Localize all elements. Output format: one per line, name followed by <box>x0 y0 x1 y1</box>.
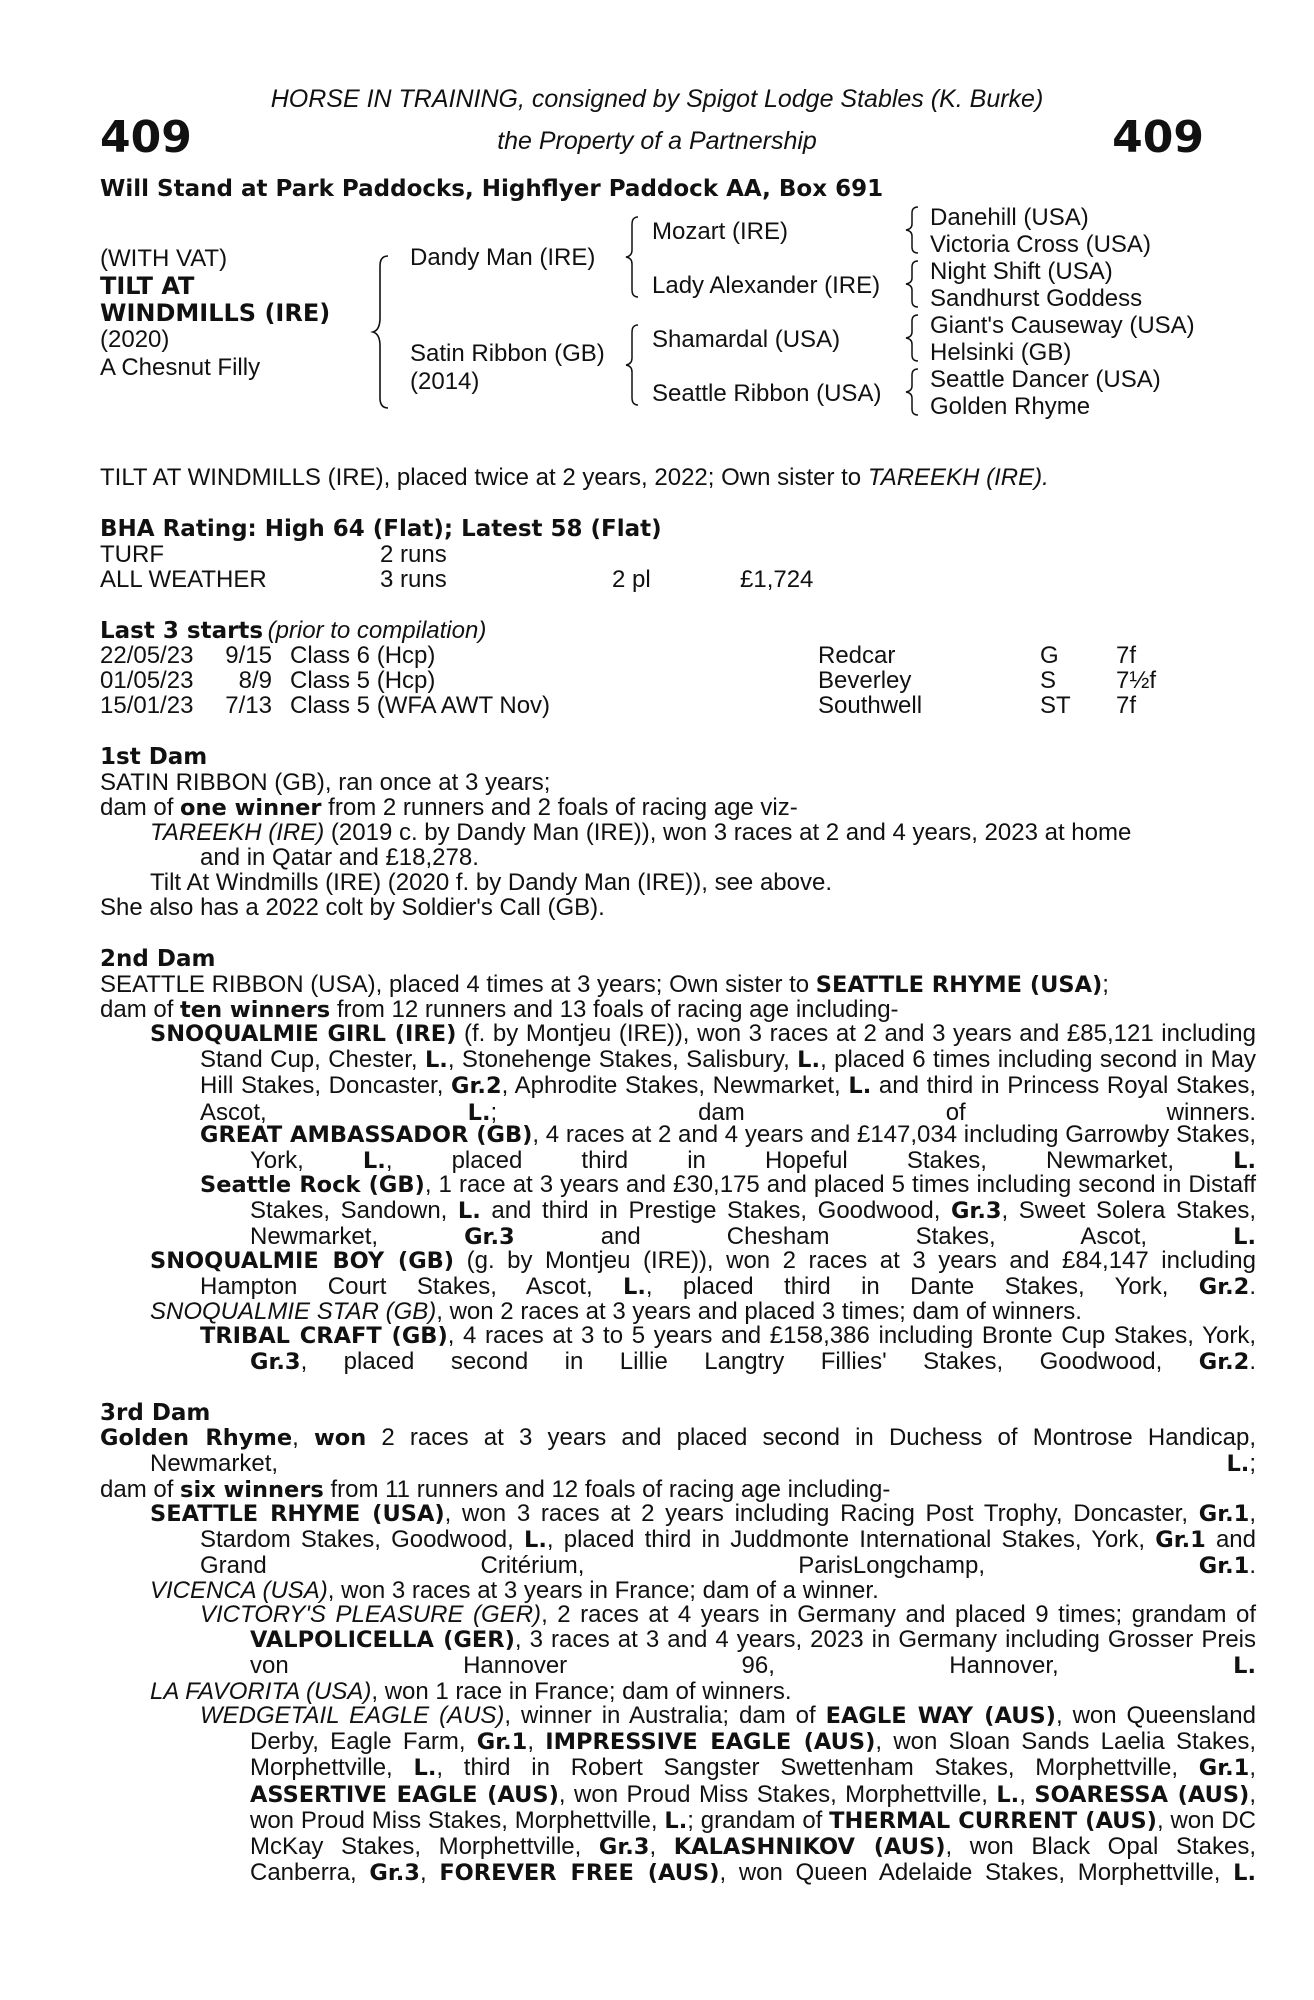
start-3-course: Southwell <box>818 692 923 719</box>
rating-aw-surface: ALL WEATHER <box>100 566 267 593</box>
gen3-5: Giant's Causeway (USA) <box>930 312 1195 339</box>
entry-seattle-rock: Seattle Rock (GB), 1 race at 3 years and £30,175 and placed 5 times including second in Distaff Stakes, Sandown, L. and third in Prestige Stakes, Goodwood, Gr.3, Sweet Solera Stakes, Newmarket, Gr.3 and Chesham Stakes, Ascot, L. <box>200 1171 1256 1251</box>
start-3-dist: 7f <box>1116 692 1137 719</box>
start-2-going: S <box>1040 667 1057 694</box>
property-line: the Property of a Partnership <box>497 127 817 155</box>
gen3-brace-2 <box>902 258 924 310</box>
dam: Satin Ribbon (GB) <box>410 340 605 367</box>
start-3-pos: 7/13 <box>225 692 272 719</box>
last-starts-heading: Last 3 starts (prior to compilation) <box>100 617 487 644</box>
entry-snoqualmie-boy: SNOQUALMIE BOY (GB) (g. by Montjeu (IRE)), won 2 races at 3 years and £84,147 including Hampton Court Stakes, Ascot, L., placed third in Dante Stakes, York, Gr.2. <box>150 1247 1256 1301</box>
bha-rating: BHA Rating: High 64 (Flat); Latest 58 (Flat) <box>100 516 662 542</box>
pedigree-main-brace <box>370 252 400 412</box>
rating-turf-runs: 2 runs <box>380 541 447 568</box>
horse-name-line2: WINDMILLS (IRE) <box>100 299 331 327</box>
gen3-brace-3 <box>902 312 924 364</box>
second-dam-line1: SEATTLE RIBBON (USA), placed 4 times at 3 years; Own sister to SEATTLE RHYME (USA); <box>100 971 1109 998</box>
entry-victorys-pleasure: VICTORY'S PLEASURE (GER), 2 races at 4 years in Germany and placed 9 times; grandam of VALPOLICELLA (GER), 3 races at 3 and 4 years, 2023 in Germany including Grosser Preis von Hannover 96, Hannover, L. <box>200 1601 1257 1680</box>
gen3-2: Victoria Cross (USA) <box>930 231 1151 258</box>
start-2-dist: 7½f <box>1116 667 1157 694</box>
dam-sire: Shamardal (USA) <box>652 326 841 353</box>
sire-brace <box>622 214 646 300</box>
first-dam-entry-tareekh-cont: and in Qatar and £18,278. <box>200 844 479 871</box>
third-dam-heading: 3rd Dam <box>100 1400 211 1426</box>
start-1-race: Class 6 (Hcp) <box>290 642 436 669</box>
rating-aw-prize: £1,724 <box>740 566 814 593</box>
first-dam-heading: 1st Dam <box>100 744 208 770</box>
consignor-line: HORSE IN TRAINING, consigned by Spigot Lodge Stables (K. Burke) <box>270 85 1044 113</box>
start-3-date: 15/01/23 <box>100 692 194 719</box>
dam-dam: Seattle Ribbon (USA) <box>652 380 882 407</box>
gen3-brace-1 <box>902 204 924 256</box>
third-dam-line2: dam of six winners from 11 runners and 12 foals of racing age including- <box>100 1476 891 1503</box>
start-2-course: Beverley <box>818 667 912 694</box>
start-1-pos: 9/15 <box>225 642 272 669</box>
dam-year: (2014) <box>410 368 480 395</box>
gen3-3: Night Shift (USA) <box>930 258 1113 285</box>
gen3-4: Sandhurst Goddess <box>930 285 1143 312</box>
sire: Dandy Man (IRE) <box>410 244 596 271</box>
entry-la-favorita: LA FAVORITA (USA), won 1 race in France; dam of winners. <box>150 1678 792 1705</box>
first-dam-entry-tareekh: TAREEKH (IRE) (2019 c. by Dandy Man (IRE)), won 3 races at 2 and 4 years, 2023 at home <box>150 819 1132 846</box>
entry-tribal-craft: TRIBAL CRAFT (GB), 4 races at 3 to 5 years and £158,386 including Bronte Cup Stakes, York, Gr.3, placed second in Lillie Langtry Fillies' Stakes, Goodwood, Gr.2. <box>200 1322 1256 1376</box>
first-dam-entry-tilt: Tilt At Windmills (IRE) (2020 f. by Dandy Man (IRE)), see above. <box>150 869 832 896</box>
start-1-going: G <box>1040 642 1059 669</box>
rating-aw-placed: 2 pl <box>612 566 651 593</box>
horse-description: A Chesnut Filly <box>100 354 261 381</box>
start-1-date: 22/05/23 <box>100 642 194 669</box>
entry-wedgetail-eagle: WEDGETAIL EAGLE (AUS), winner in Australia; dam of EAGLE WAY (AUS), won Queensland Derby, Eagle Farm, Gr.1, IMPRESSIVE EAGLE (AUS), won Sloan Sands Laelia Stakes, Morphettville, L., third in Robert Sangster Swettenham Stakes, Morphettville, Gr.1, ASSERTIVE EAGLE (AUS), won Proud Miss Stakes, Morphettville, L., SOARESSA (AUS), won Proud Miss Stakes, Morphettville, L.; grandam of THERMAL CURRENT (AUS), won DC McKay Stakes, Morphettville, Gr.3, KALASHNIKOV (AUS), won Black Opal Stakes, Canberra, Gr.3, FOREVER FREE (AUS), won Queen Adelaide Stakes, Morphettville, L. <box>200 1702 1257 1887</box>
horse-name-line1: TILT AT <box>100 272 195 300</box>
second-dam-line2: dam of ten winners from 12 runners and 13 foals of racing age including- <box>100 996 899 1023</box>
sire-sire: Mozart (IRE) <box>652 218 789 245</box>
rating-aw-runs: 3 runs <box>380 566 447 593</box>
second-dam-heading: 2nd Dam <box>100 946 216 972</box>
first-dam-line1: SATIN RIBBON (GB), ran once at 3 years; <box>100 769 551 796</box>
first-dam-line2: dam of one winner from 2 runners and 2 foals of racing age viz- <box>100 794 798 821</box>
gen3-6: Helsinki (GB) <box>930 339 1072 366</box>
entry-snoqualmie-girl: SNOQUALMIE GIRL (IRE) (f. by Montjeu (IRE)), won 3 races at 2 and 3 years and £85,121 including Stand Cup, Chester, L., Stonehenge Stakes, Salisbury, L., placed 6 times including second in May Hill Stakes, Doncaster, Gr.2, Aphrodite Stakes, Newmarket, L. and third in Princess Royal Stakes, Ascot, L.; dam of winners. <box>150 1020 1256 1126</box>
gen3-brace-4 <box>902 366 924 418</box>
start-2-pos: 8/9 <box>238 667 272 694</box>
lot-number-left: 409 <box>100 112 192 163</box>
third-dam-line1: Golden Rhyme, won 2 races at 3 years and placed second in Duchess of Montrose Handicap, Newmarket, L.; <box>100 1424 1257 1478</box>
gen3-8: Golden Rhyme <box>930 393 1091 420</box>
summary-line: TILT AT WINDMILLS (IRE), placed twice at 2 years, 2022; Own sister to TAREEKH (IRE). <box>100 464 1049 491</box>
entry-snoqualmie-star: SNOQUALMIE STAR (GB), won 2 races at 3 years and placed 3 times; dam of winners. <box>150 1298 1082 1325</box>
entry-seattle-rhyme: SEATTLE RHYME (USA), won 3 races at 2 years including Racing Post Trophy, Doncaster, Gr.1, Stardom Stakes, Goodwood, L., placed third in Juddmonte International Stakes, York, Gr.1 and Grand Critérium, ParisLongchamp, Gr.1. <box>150 1500 1257 1580</box>
horse-year: (2020) <box>100 326 170 353</box>
first-dam-note: She also has a 2022 colt by Soldier's Call (GB). <box>100 894 605 921</box>
entry-great-ambassador: GREAT AMBASSADOR (GB), 4 races at 2 and 4 years and £147,034 including Garrowby Stakes, York, L., placed third in Hopeful Stakes, Newmarket, L. <box>200 1121 1256 1175</box>
sire-dam: Lady Alexander (IRE) <box>652 272 881 299</box>
gen3-1: Danehill (USA) <box>930 204 1089 231</box>
lot-number-right: 409 <box>1112 112 1204 163</box>
start-2-race: Class 5 (Hcp) <box>290 667 436 694</box>
sister-name: TAREEKH (IRE). <box>867 464 1049 491</box>
rating-turf-surface: TURF <box>100 541 164 568</box>
stand-location: Will Stand at Park Paddocks, Highflyer Paddock AA, Box 691 <box>100 176 884 202</box>
gen3-7: Seattle Dancer (USA) <box>930 366 1161 393</box>
dam-brace <box>622 322 646 408</box>
start-2-date: 01/05/23 <box>100 667 194 694</box>
start-3-going: ST <box>1040 692 1071 719</box>
vat-note: (WITH VAT) <box>100 245 228 272</box>
start-1-course: Redcar <box>818 642 896 669</box>
start-1-dist: 7f <box>1116 642 1137 669</box>
entry-vicenca: VICENCA (USA), won 3 races at 3 years in France; dam of a winner. <box>150 1577 879 1604</box>
start-3-race: Class 5 (WFA AWT Nov) <box>290 692 551 719</box>
